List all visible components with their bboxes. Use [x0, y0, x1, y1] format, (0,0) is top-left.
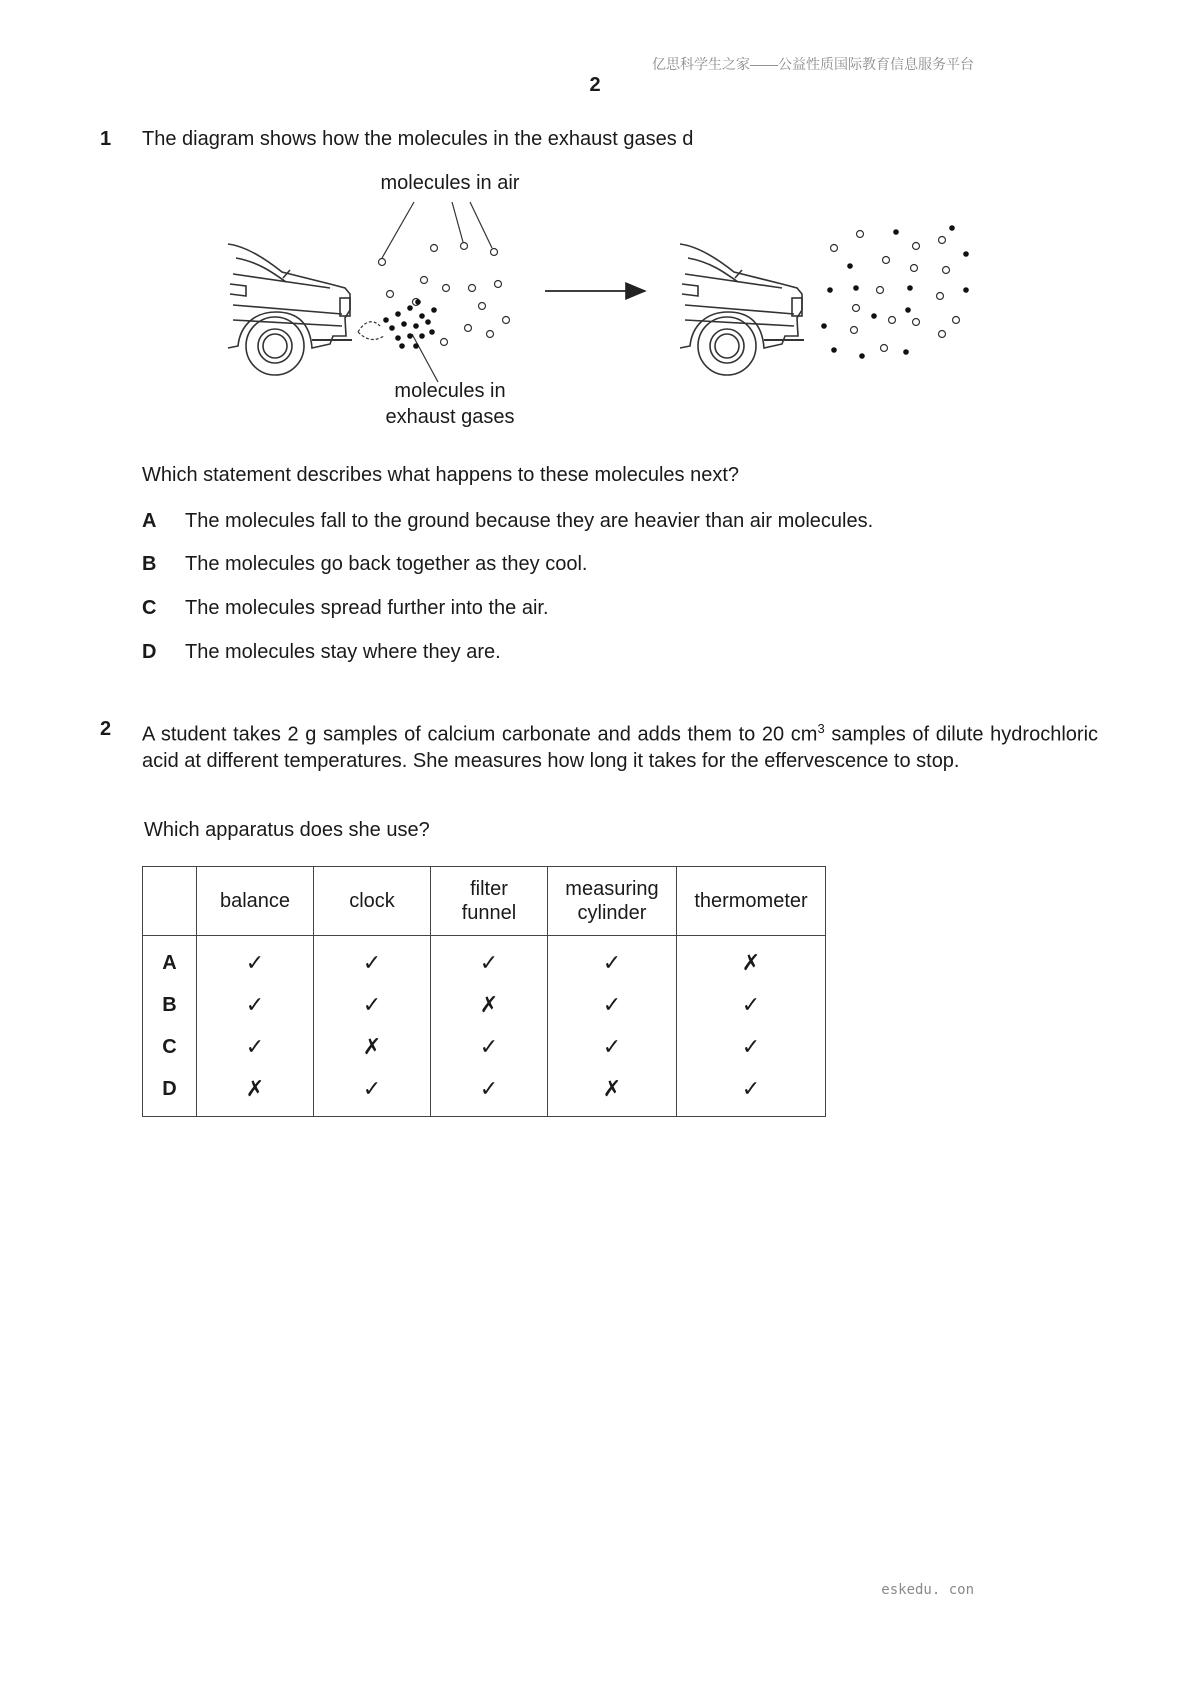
header-measuring-cylinder: measuring cylinder — [548, 867, 677, 936]
air-molecules-right — [831, 231, 960, 352]
table-cell: ✗ — [548, 1068, 677, 1117]
table-cell: ✓ — [197, 1026, 314, 1068]
table-cell: ✓ — [548, 984, 677, 1026]
car-left-icon — [228, 244, 352, 375]
table-row — [143, 936, 826, 985]
table-cell: ✓ — [431, 1068, 548, 1117]
row-letter: A — [143, 936, 197, 985]
header-thermometer: thermometer — [677, 867, 826, 936]
row-letter: D — [143, 1068, 197, 1117]
air-molecules-left — [379, 243, 510, 346]
table-cell: ✗ — [197, 1068, 314, 1117]
table-cell: ✓ — [677, 984, 826, 1026]
question-2-text: A student takes 2 g samples of calcium carbonate and adds them to 20 $cm^3$ samples of dilute hydrochloric acid at different temperatures. She measures how long it takes for the effervescence to stop. — [142, 721, 1099, 772]
option-b-text: The molecules go back together as they cool. — [185, 553, 588, 575]
table-cell: ✓ — [197, 936, 314, 985]
table-cell: ✓ — [677, 1026, 826, 1068]
option-d-text: The molecules stay where they are. — [185, 641, 501, 663]
table-cell: ✓ — [677, 1068, 826, 1117]
page-number: 2 — [589, 74, 601, 96]
option-a-letter: A — [142, 510, 157, 532]
question-1-prompt: Which statement describes what happens to these molecules next? — [142, 464, 739, 486]
option-c-text: The molecules spread further into the air. — [185, 597, 549, 619]
option-b-letter: B — [142, 553, 157, 575]
header-balance: balance — [197, 867, 314, 936]
table-row — [143, 984, 826, 1026]
footer-note: eskedu. con — [881, 1582, 974, 1598]
table-corner — [143, 867, 197, 936]
label-molecules-in-air: molecules in air — [380, 172, 520, 194]
header-filter-funnel: filter funnel — [431, 867, 548, 936]
option-a-text: The molecules fall to the ground because they are heavier than air molecules. — [185, 510, 874, 532]
table-cell: ✓ — [548, 936, 677, 985]
exhaust-diagram — [0, 160, 1190, 450]
superscript-3: 3 — [817, 721, 825, 736]
table-row — [143, 1068, 826, 1117]
option-c-letter: C — [142, 597, 157, 619]
header-note: 亿思科学生之家——公益性质国际教育信息服务平台 — [652, 56, 974, 72]
table-cell: ✓ — [431, 1026, 548, 1068]
option-d-letter: D — [142, 641, 157, 663]
question-1-number: 1 — [100, 128, 112, 150]
apparatus-table — [142, 866, 826, 1117]
question-1-text: The diagram shows how the molecules in the exhaust gases d — [142, 128, 694, 150]
table-cell: ✗ — [314, 1026, 431, 1068]
table-cell: ✓ — [314, 936, 431, 985]
table-cell: ✓ — [197, 984, 314, 1026]
table-cell: ✓ — [314, 984, 431, 1026]
table-cell: ✗ — [431, 984, 548, 1026]
label-exhaust-line-2: exhaust gases — [385, 406, 515, 428]
exhaust-molecules-left — [383, 299, 437, 349]
label-exhaust-line-1: molecules in — [394, 380, 506, 402]
table-row — [143, 1026, 826, 1068]
exhaust-molecules-right — [821, 225, 969, 359]
question-2-prompt: Which apparatus does she use? — [144, 819, 430, 841]
row-letter: B — [143, 984, 197, 1026]
question-2-number: 2 — [100, 718, 112, 740]
header-clock: clock — [314, 867, 431, 936]
table-cell: ✓ — [314, 1068, 431, 1117]
table-cell: ✓ — [431, 936, 548, 985]
car-right-icon — [680, 244, 804, 375]
table-cell: ✗ — [677, 936, 826, 985]
row-letter: C — [143, 1026, 197, 1068]
table-cell: ✓ — [548, 1026, 677, 1068]
